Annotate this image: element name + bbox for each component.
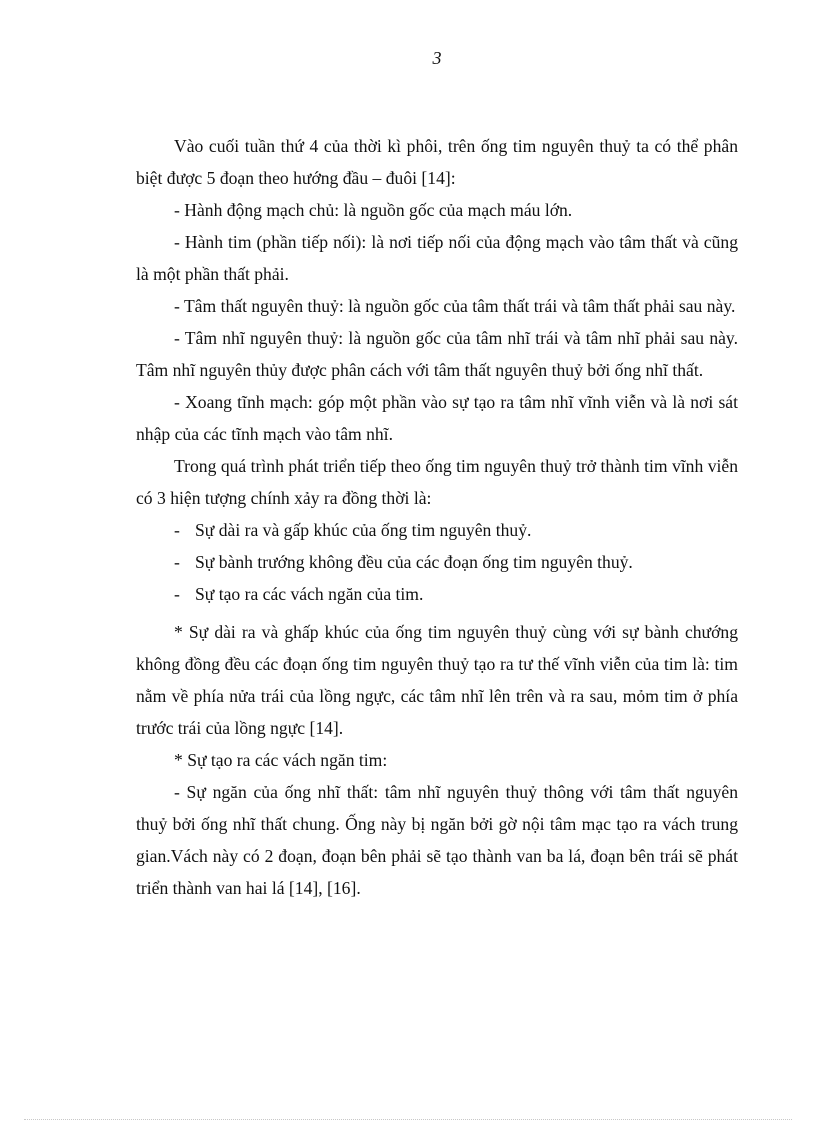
paragraph-bulbus-cordis: - Hành tim (phần tiếp nối): là nơi tiếp nối của động mạch vào tâm thất và cũng là một phần thất phải. [136,232,738,284]
paragraph-intro: Vào cuối tuần thứ 4 của thời kì phôi, trên ống tim nguyên thuỷ ta có thể phân biệt được 5 đoạn theo hướng đầu – đuôi [14]: [136,136,738,188]
paragraph-heart-position: * Sự dài ra và ghấp khúc của ống tim nguyên thuỷ cùng với sự bành chướng không đồng đều các đoạn ống tim nguyên thuỷ tạo ra tư thế vĩnh viễn của tim là: tim nằm về phía nửa trái của lồng ngực, các tâm nhĩ lên trên và ra sau, mỏm tim ở phía trước trái của lồng ngực [14]. [136,622,738,738]
bullet-marker: - [174,584,180,604]
paragraph-primitive-atrium: - Tâm nhĩ nguyên thuỷ: là nguồn gốc của tâm nhĩ trái và tâm nhĩ phải sau này. Tâm nhĩ nguyên thủy được phân cách với tâm thất nguyên thuỷ bởi ống nhĩ thất. [136,328,738,380]
list-item [136,578,738,610]
list-item-text: Sự tạo ra các vách ngăn của tim. [195,584,424,604]
paragraph-septation-heading: * Sự tạo ra các vách ngăn tim: [174,750,388,770]
list-item [136,514,738,546]
paragraph-atrioventricular-canal: - Sự ngăn của ống nhĩ thất: tâm nhĩ nguyên thuỷ thông với tâm thất nguyên thuỷ bởi ống nhĩ thất chung. Ống này bị ngăn bởi gờ nội tâm mạc tạo ra vách trung gian.Vách này có 2 đoạn, đoạn bên phải sẽ tạo thành van ba lá, đoạn bên trái sẽ phát triển thành van hai lá [14], [16]. [136,782,738,898]
paragraph-aortic-bulb: - Hành động mạch chủ: là nguồn gốc của mạch máu lớn. [174,200,573,220]
page-number: 3 [432,48,442,68]
document-body [136,130,738,904]
paragraph-development: Trong quá trình phát triển tiếp theo ống tim nguyên thuỷ trở thành tim vĩnh viễn có 3 hiện tượng chính xảy ra đồng thời là: [136,456,738,508]
bullet-marker: - [174,520,180,540]
list-item-text: Sự dài ra và gấp khúc của ống tim nguyên thuỷ. [195,520,532,540]
paragraph-sinus-venosus: - Xoang tĩnh mạch: góp một phần vào sự tạo ra tâm nhĩ vĩnh viễn và là nơi sát nhập của các tĩnh mạch vào tâm nhĩ. [136,392,738,444]
list-item-text: Sự bành trướng không đều của các đoạn ống tim nguyên thuỷ. [195,552,633,572]
list-item [136,546,738,578]
bullet-marker: - [174,552,180,572]
paragraph-primitive-ventricle: - Tâm thất nguyên thuỷ: là nguồn gốc của tâm thất trái và tâm thất phải sau này. [174,296,736,316]
page-bottom-divider [24,1119,792,1120]
